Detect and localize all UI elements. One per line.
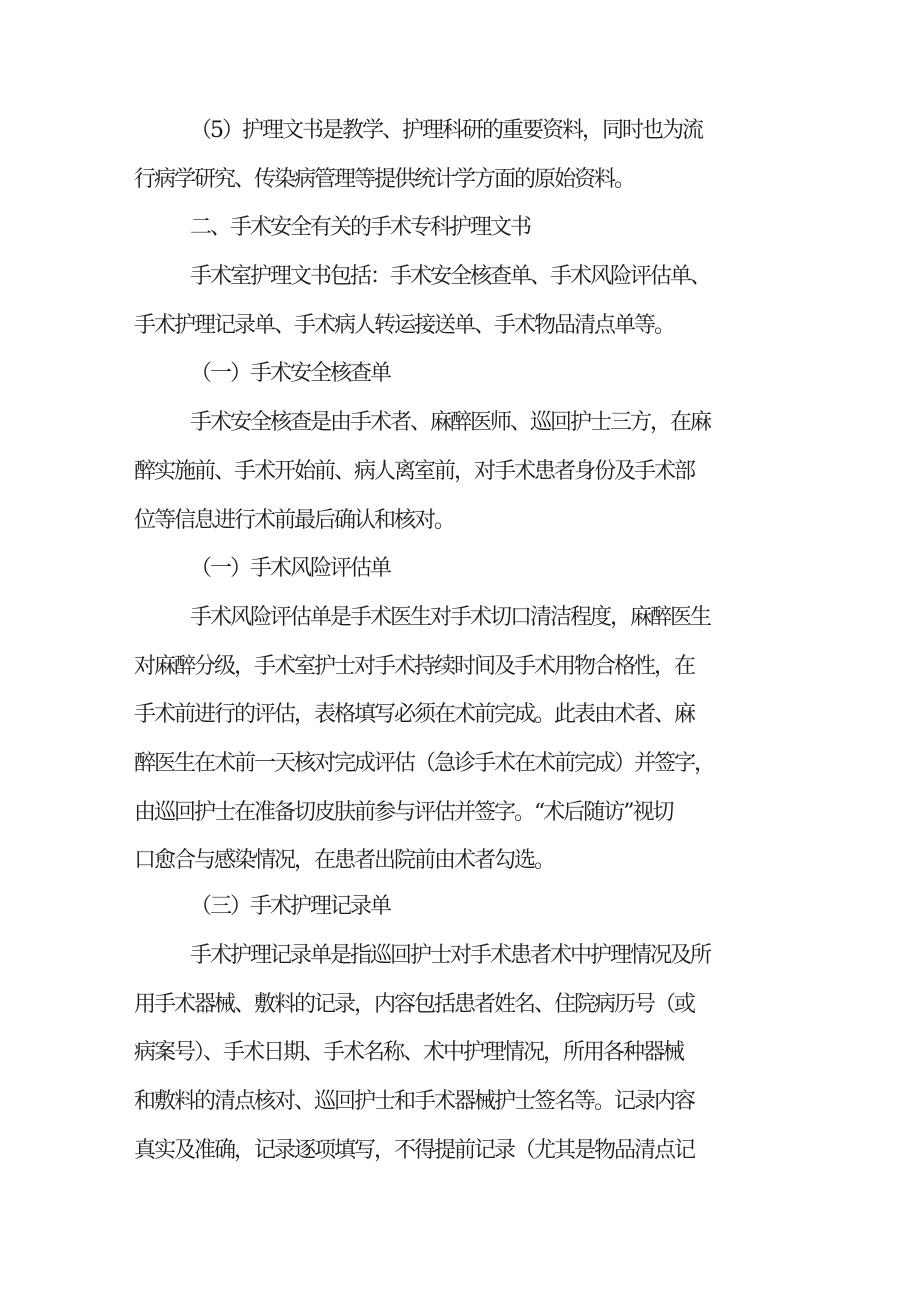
paragraph-line: 位等信息进行术前最后确认和核对。 bbox=[134, 508, 455, 533]
paragraph-line: 手术安全核查是由手术者、麻醉医师、巡回护士三方，在麻 bbox=[190, 410, 711, 435]
section-heading: 二、手术安全有关的手术专科护理文书 bbox=[190, 215, 531, 240]
paragraph-line: 真实及准确，记录逐项填写，不得提前记录（尤其是物品清点记 bbox=[134, 1138, 695, 1163]
subsection-heading: （一）手术风险评估单 bbox=[190, 556, 391, 581]
subsection-heading: （一）手术安全核查单 bbox=[190, 361, 391, 386]
paragraph-line: 和敷料的清点核对、巡回护士和手术器械护士签名等。记录内容 bbox=[134, 1089, 695, 1114]
paragraph-line: 手术室护理文书包括：手术安全核查单、手术风险评估单、 bbox=[190, 264, 711, 289]
subsection-heading: （三）手术护理记录单 bbox=[190, 894, 391, 919]
paragraph-line: 手术护理记录单、手术病人转运接送单、手术物品清点单等。 bbox=[134, 313, 675, 338]
paragraph-line: 手术护理记录单是指巡回护士对手术患者术中护理情况及所 bbox=[190, 943, 711, 968]
paragraph-line: 口愈合与感染情况，在患者出院前由术者勾选。 bbox=[134, 848, 555, 873]
paragraph-line: 病案号）、手术日期、手术名称、术中护理情况，所用各种器械 bbox=[134, 1040, 684, 1065]
paragraph-line: 手术前进行的评估，表格填写必须在术前完成。此表由术者、麻 bbox=[134, 702, 695, 727]
paragraph-line: 手术风险评估单是手术医生对手术切口清洁程度，麻醉医生 bbox=[190, 605, 711, 630]
paragraph-line: 醉实施前、手术开始前、病人离室前，对手术患者身份及手术部 bbox=[134, 459, 695, 484]
paragraph-line: 对麻醉分级，手术室护士对手术持续时间及手术用物合格性，在 bbox=[134, 654, 695, 679]
paragraph-line: 由巡回护士在准备切皮肤前参与评估并签字。“术后随访”视切 bbox=[134, 800, 673, 825]
paragraph-line: 用手术器械、敷料的记录，内容包括患者姓名、住院病历号（或 bbox=[134, 992, 695, 1017]
paragraph-line: （5）护理文书是教学、护理科研的重要资料，同时也为流 bbox=[190, 118, 702, 143]
paragraph-line: 行病学研究、传染病管理等提供统计学方面的原始资料。 bbox=[134, 167, 635, 192]
paragraph-line: 醉医生在术前一天核对完成评估（急诊手术在术前完成）并签字， bbox=[134, 751, 715, 776]
